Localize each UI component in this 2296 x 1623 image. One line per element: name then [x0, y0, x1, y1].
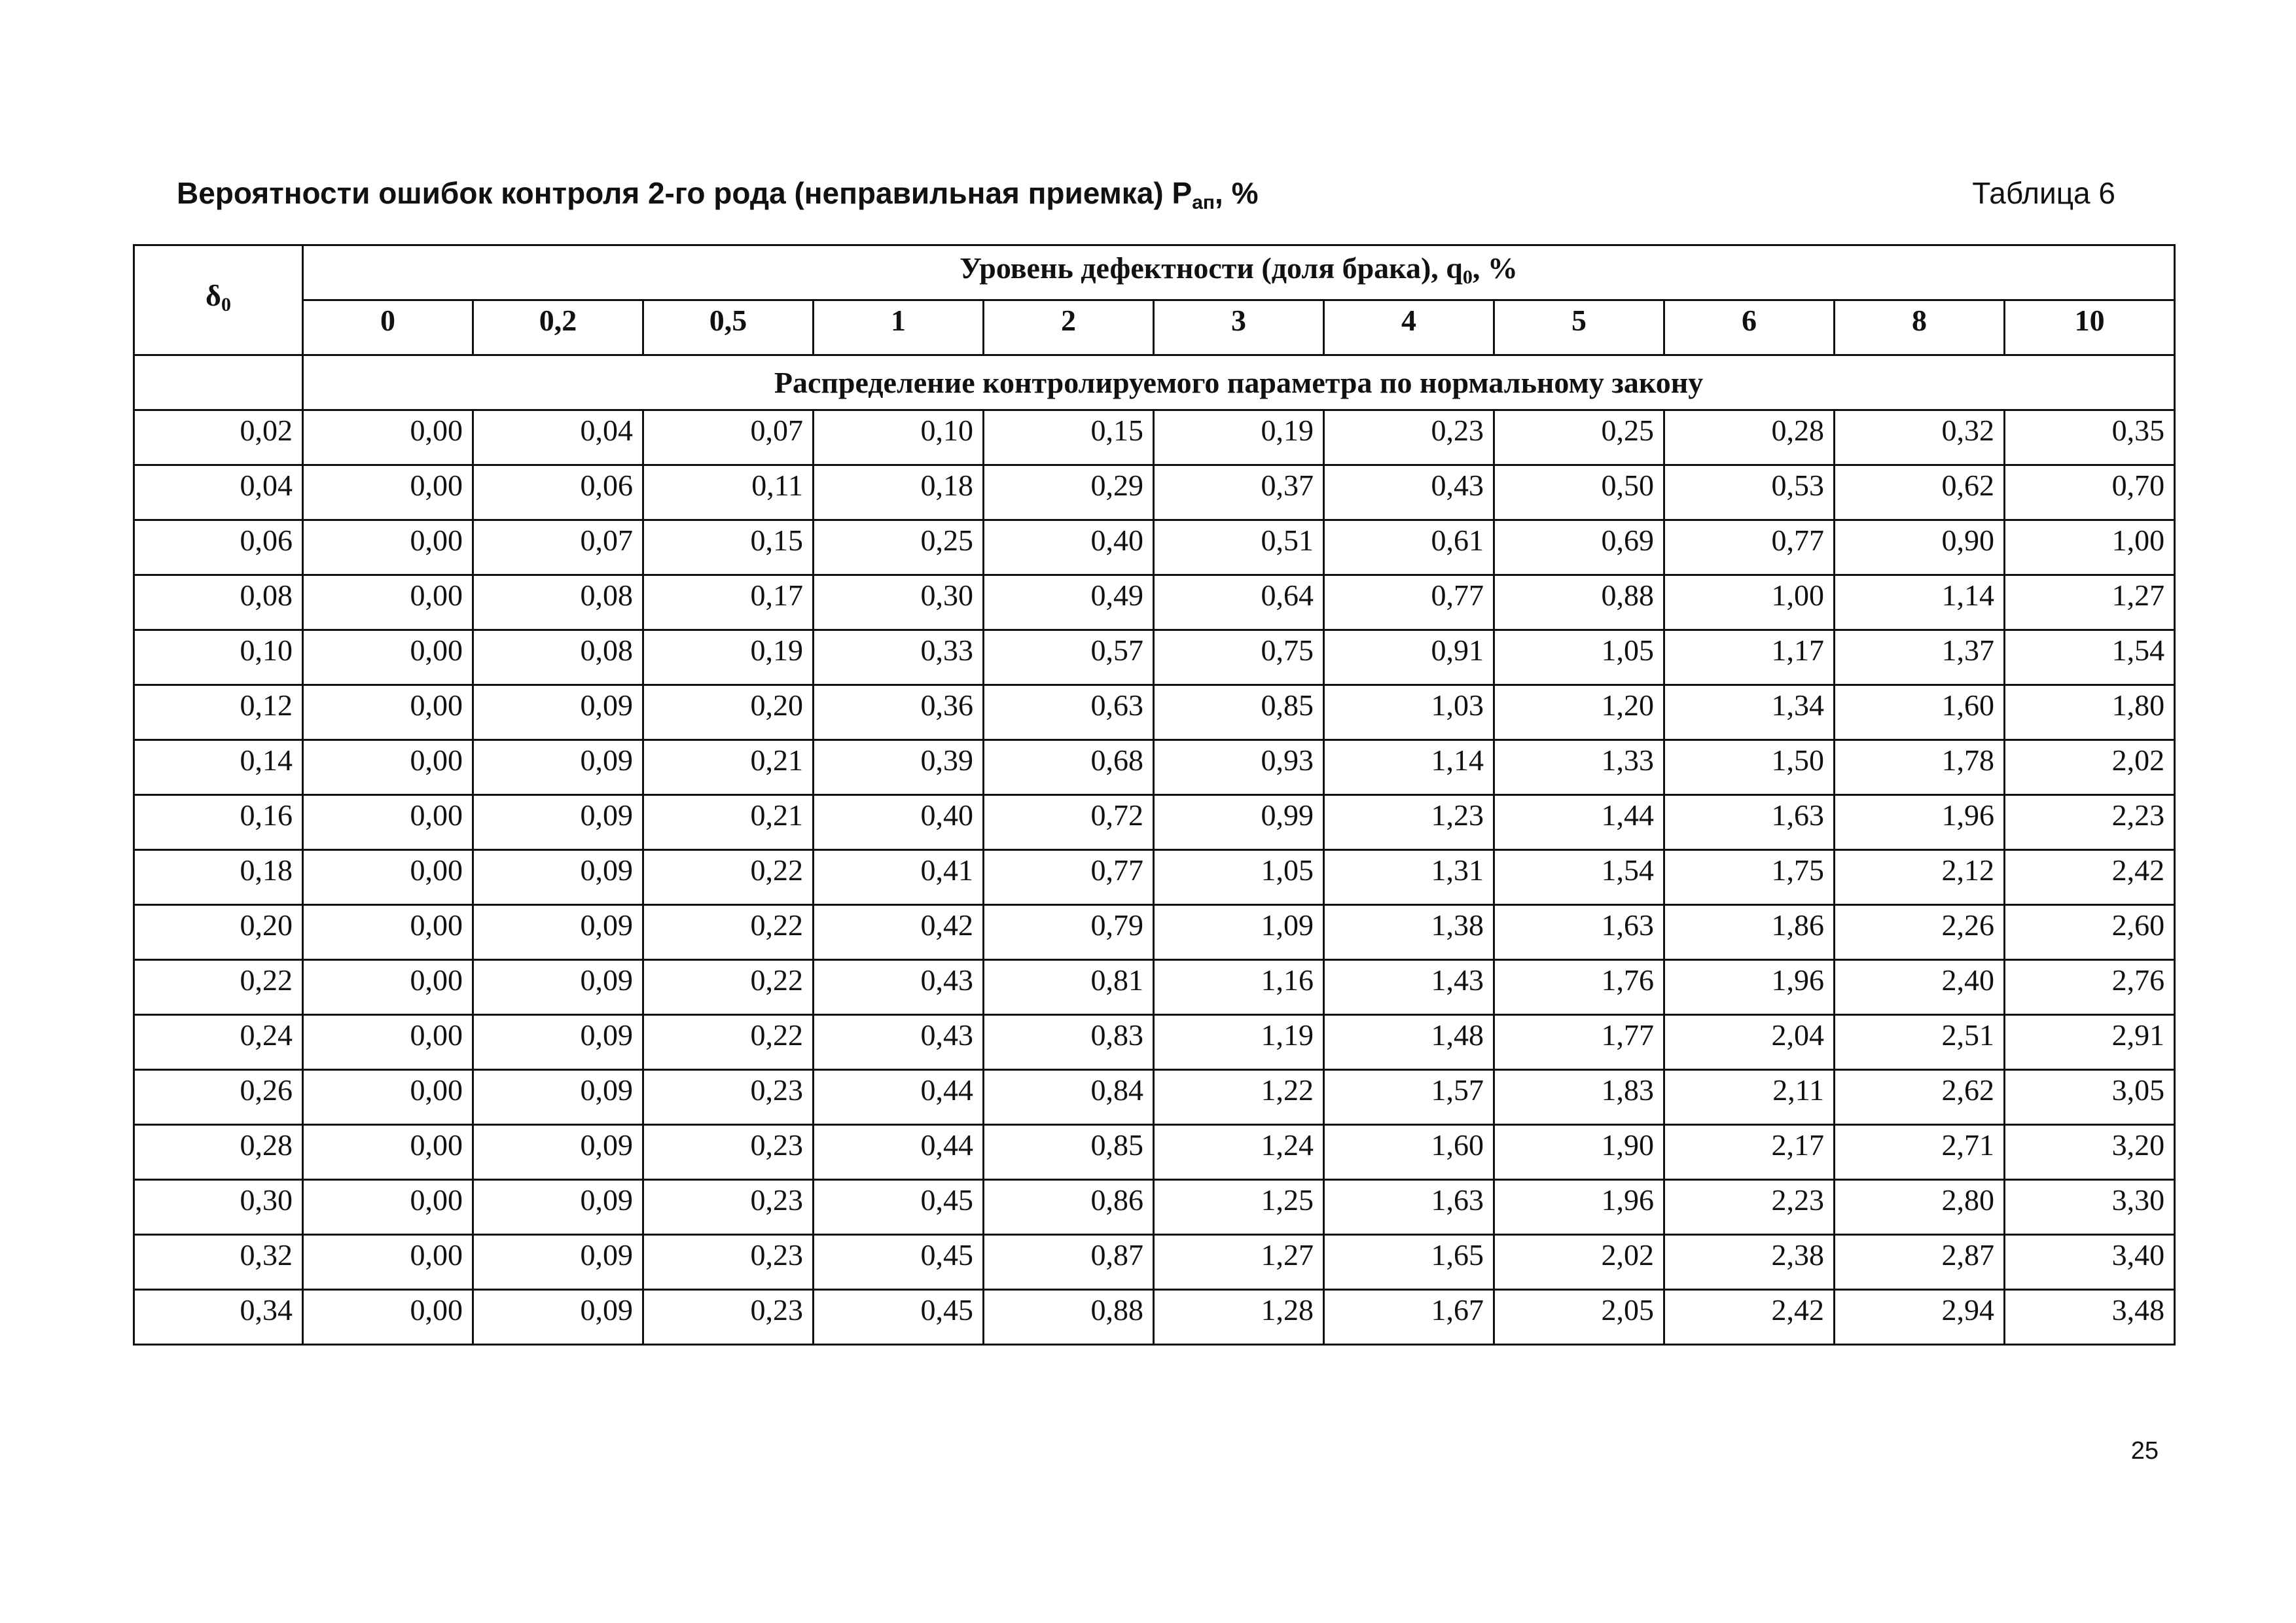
value-cell: 2,40: [1835, 960, 2005, 1015]
value-cell: 0,28: [1664, 410, 1835, 465]
value-cell: 1,19: [1154, 1015, 1324, 1070]
value-cell: 0,23: [1324, 410, 1494, 465]
value-cell: 1,50: [1664, 740, 1835, 795]
table-row: [134, 410, 2175, 465]
value-cell: 1,38: [1324, 905, 1494, 960]
value-cell: 0,29: [984, 465, 1154, 520]
value-cell: 1,14: [1324, 740, 1494, 795]
value-cell: 0,87: [984, 1235, 1154, 1290]
value-cell: 1,37: [1835, 630, 2005, 685]
value-cell: 0,07: [473, 520, 643, 575]
value-cell: 1,75: [1664, 850, 1835, 905]
value-cell: 1,16: [1154, 960, 1324, 1015]
value-cell: 1,57: [1324, 1070, 1494, 1125]
value-cell: 1,09: [1154, 905, 1324, 960]
value-cell: 0,44: [814, 1070, 984, 1125]
value-cell: 1,54: [1494, 850, 1664, 905]
delta-cell: 0,10: [134, 630, 303, 685]
value-cell: 0,23: [643, 1125, 814, 1180]
value-cell: 1,05: [1154, 850, 1324, 905]
value-cell: 0,37: [1154, 465, 1324, 520]
table-row: [134, 1015, 2175, 1070]
value-cell: 1,63: [1324, 1180, 1494, 1235]
value-cell: 0,09: [473, 1070, 643, 1125]
column-values-row: [134, 300, 2175, 355]
value-cell: 0,21: [643, 795, 814, 850]
value-cell: 0,63: [984, 685, 1154, 740]
value-cell: 0,00: [303, 960, 473, 1015]
value-cell: 2,38: [1664, 1235, 1835, 1290]
value-cell: 0,09: [473, 685, 643, 740]
value-cell: 0,18: [814, 465, 984, 520]
delta-cell: 0,20: [134, 905, 303, 960]
value-cell: 2,91: [2005, 1015, 2175, 1070]
value-cell: 1,34: [1664, 685, 1835, 740]
value-cell: 0,75: [1154, 630, 1324, 685]
value-cell: 0,19: [1154, 410, 1324, 465]
value-cell: 2,62: [1835, 1070, 2005, 1125]
value-cell: 0,22: [643, 960, 814, 1015]
defect-level-header: Уровень дефектности (доля брака), q0, %: [303, 245, 2175, 300]
table-header-row: [134, 245, 2175, 300]
value-cell: 1,24: [1154, 1125, 1324, 1180]
value-cell: 1,96: [1664, 960, 1835, 1015]
value-cell: 2,17: [1664, 1125, 1835, 1180]
value-cell: 0,64: [1154, 575, 1324, 630]
column-header: 0: [303, 300, 473, 355]
value-cell: 0,43: [814, 1015, 984, 1070]
value-cell: 0,86: [984, 1180, 1154, 1235]
value-cell: 0,49: [984, 575, 1154, 630]
value-cell: 0,45: [814, 1180, 984, 1235]
column-header: 1: [814, 300, 984, 355]
column-header: 3: [1154, 300, 1324, 355]
delta-cell: 0,16: [134, 795, 303, 850]
table-row: [134, 685, 2175, 740]
page-title-suffix: , %: [1215, 176, 1259, 210]
value-cell: 1,27: [1154, 1235, 1324, 1290]
value-cell: 2,71: [1835, 1125, 2005, 1180]
value-cell: 2,23: [2005, 795, 2175, 850]
column-header: 2: [984, 300, 1154, 355]
value-cell: 0,77: [1324, 575, 1494, 630]
value-cell: 0,00: [303, 1180, 473, 1235]
value-cell: 0,00: [303, 905, 473, 960]
value-cell: 3,40: [2005, 1235, 2175, 1290]
value-cell: 0,09: [473, 905, 643, 960]
value-cell: 0,00: [303, 465, 473, 520]
value-cell: 1,83: [1494, 1070, 1664, 1125]
table-row: [134, 1290, 2175, 1345]
value-cell: 1,43: [1324, 960, 1494, 1015]
value-cell: 0,10: [814, 410, 984, 465]
table-row: [134, 850, 2175, 905]
value-cell: 0,08: [473, 575, 643, 630]
delta-cell: 0,08: [134, 575, 303, 630]
value-cell: 0,00: [303, 1015, 473, 1070]
value-cell: 1,76: [1494, 960, 1664, 1015]
table-row: [134, 630, 2175, 685]
value-cell: 0,99: [1154, 795, 1324, 850]
value-cell: 1,20: [1494, 685, 1664, 740]
value-cell: 1,96: [1494, 1180, 1664, 1235]
value-cell: 0,62: [1835, 465, 2005, 520]
column-header: 10: [2005, 300, 2175, 355]
value-cell: 0,61: [1324, 520, 1494, 575]
column-header: 0,5: [643, 300, 814, 355]
column-header: 6: [1664, 300, 1835, 355]
section-header-row: [134, 355, 2175, 410]
value-cell: 0,08: [473, 630, 643, 685]
value-cell: 0,83: [984, 1015, 1154, 1070]
value-cell: 2,26: [1835, 905, 2005, 960]
delta-cell: 0,32: [134, 1235, 303, 1290]
delta-cell: 0,06: [134, 520, 303, 575]
value-cell: 1,05: [1494, 630, 1664, 685]
value-cell: 0,88: [1494, 575, 1664, 630]
value-cell: 0,00: [303, 1070, 473, 1125]
value-cell: 3,30: [2005, 1180, 2175, 1235]
value-cell: 1,17: [1664, 630, 1835, 685]
value-cell: 0,91: [1324, 630, 1494, 685]
value-cell: 0,00: [303, 795, 473, 850]
value-cell: 1,03: [1324, 685, 1494, 740]
value-cell: 2,51: [1835, 1015, 2005, 1070]
value-cell: 1,33: [1494, 740, 1664, 795]
value-cell: 0,23: [643, 1180, 814, 1235]
table-row: [134, 1125, 2175, 1180]
value-cell: 1,25: [1154, 1180, 1324, 1235]
value-cell: 0,11: [643, 465, 814, 520]
value-cell: 0,77: [1664, 520, 1835, 575]
delta-cell: 0,24: [134, 1015, 303, 1070]
value-cell: 0,15: [984, 410, 1154, 465]
value-cell: 0,41: [814, 850, 984, 905]
value-cell: 0,25: [814, 520, 984, 575]
value-cell: 1,63: [1664, 795, 1835, 850]
value-cell: 0,15: [643, 520, 814, 575]
value-cell: 0,00: [303, 850, 473, 905]
page-title: [177, 173, 1258, 223]
value-cell: 1,44: [1494, 795, 1664, 850]
value-cell: 0,09: [473, 1125, 643, 1180]
value-cell: 0,40: [814, 795, 984, 850]
value-cell: 0,70: [2005, 465, 2175, 520]
value-cell: 0,51: [1154, 520, 1324, 575]
value-cell: 1,78: [1835, 740, 2005, 795]
value-cell: 1,60: [1835, 685, 2005, 740]
value-cell: 1,77: [1494, 1015, 1664, 1070]
value-cell: 0,00: [303, 685, 473, 740]
delta-cell: 0,14: [134, 740, 303, 795]
value-cell: 0,79: [984, 905, 1154, 960]
value-cell: 0,00: [303, 740, 473, 795]
value-cell: 0,85: [984, 1125, 1154, 1180]
value-cell: 0,09: [473, 960, 643, 1015]
value-cell: 0,69: [1494, 520, 1664, 575]
value-cell: 2,42: [1664, 1290, 1835, 1345]
value-cell: 0,20: [643, 685, 814, 740]
value-cell: 0,93: [1154, 740, 1324, 795]
value-cell: 0,84: [984, 1070, 1154, 1125]
table-row: [134, 905, 2175, 960]
value-cell: 1,31: [1324, 850, 1494, 905]
value-cell: 0,00: [303, 410, 473, 465]
delta-cell: 0,04: [134, 465, 303, 520]
value-cell: 1,48: [1324, 1015, 1494, 1070]
value-cell: 1,90: [1494, 1125, 1664, 1180]
value-cell: 1,67: [1324, 1290, 1494, 1345]
table-row: [134, 960, 2175, 1015]
value-cell: 0,09: [473, 795, 643, 850]
page-number: 25: [2130, 1437, 2159, 1465]
value-cell: 3,48: [2005, 1290, 2175, 1345]
page-title-subscript: ап: [1192, 192, 1215, 213]
value-cell: 0,17: [643, 575, 814, 630]
value-cell: 0,09: [473, 1180, 643, 1235]
value-cell: 1,27: [2005, 575, 2175, 630]
value-cell: 0,90: [1835, 520, 2005, 575]
delta-cell: 0,30: [134, 1180, 303, 1235]
value-cell: 0,50: [1494, 465, 1664, 520]
value-cell: 2,60: [2005, 905, 2175, 960]
value-cell: 0,30: [814, 575, 984, 630]
table-row: [134, 465, 2175, 520]
value-cell: 0,23: [643, 1235, 814, 1290]
table-row: [134, 1180, 2175, 1235]
value-cell: 0,09: [473, 850, 643, 905]
value-cell: 0,19: [643, 630, 814, 685]
table-row: [134, 520, 2175, 575]
delta-cell: 0,26: [134, 1070, 303, 1125]
value-cell: 0,43: [1324, 465, 1494, 520]
value-cell: 2,11: [1664, 1070, 1835, 1125]
delta-cell: 0,28: [134, 1125, 303, 1180]
value-cell: 0,09: [473, 1290, 643, 1345]
delta-cell: 0,22: [134, 960, 303, 1015]
table-row: [134, 740, 2175, 795]
value-cell: 2,76: [2005, 960, 2175, 1015]
value-cell: 0,00: [303, 1235, 473, 1290]
value-cell: 2,02: [1494, 1235, 1664, 1290]
value-cell: 2,12: [1835, 850, 2005, 905]
value-cell: 0,22: [643, 850, 814, 905]
value-cell: 0,00: [303, 520, 473, 575]
value-cell: 1,63: [1494, 905, 1664, 960]
value-cell: 0,81: [984, 960, 1154, 1015]
value-cell: 0,44: [814, 1125, 984, 1180]
value-cell: 1,00: [1664, 575, 1835, 630]
value-cell: 0,23: [643, 1290, 814, 1345]
page-title-text: Вероятности ошибок контроля 2-го рода (неправильная приемка) P: [177, 176, 1193, 210]
value-cell: 0,43: [814, 960, 984, 1015]
delta-cell: 0,18: [134, 850, 303, 905]
value-cell: 1,22: [1154, 1070, 1324, 1125]
value-cell: 2,23: [1664, 1180, 1835, 1235]
value-cell: 0,32: [1835, 410, 2005, 465]
delta-column-header: δ0: [134, 245, 303, 355]
table-row: [134, 795, 2175, 850]
value-cell: 0,22: [643, 905, 814, 960]
value-cell: 3,05: [2005, 1070, 2175, 1125]
table-row: [134, 575, 2175, 630]
value-cell: 2,80: [1835, 1180, 2005, 1235]
value-cell: 0,85: [1154, 685, 1324, 740]
value-cell: 0,45: [814, 1235, 984, 1290]
table-number-label: Таблица 6: [1972, 176, 2115, 210]
value-cell: 0,09: [473, 1235, 643, 1290]
value-cell: 0,53: [1664, 465, 1835, 520]
value-cell: 1,23: [1324, 795, 1494, 850]
value-cell: 3,20: [2005, 1125, 2175, 1180]
value-cell: 0,07: [643, 410, 814, 465]
value-cell: 2,04: [1664, 1015, 1835, 1070]
value-cell: 0,36: [814, 685, 984, 740]
value-cell: 0,00: [303, 575, 473, 630]
section-empty-cell: [134, 355, 303, 410]
section-header: Распределение контролируемого параметра по нормальному закону: [303, 355, 2175, 410]
value-cell: 0,88: [984, 1290, 1154, 1345]
value-cell: 1,80: [2005, 685, 2175, 740]
delta-cell: 0,34: [134, 1290, 303, 1345]
value-cell: 0,09: [473, 740, 643, 795]
value-cell: 0,40: [984, 520, 1154, 575]
value-cell: 0,72: [984, 795, 1154, 850]
value-cell: 0,00: [303, 1125, 473, 1180]
probability-table: [133, 244, 2176, 1346]
value-cell: 1,60: [1324, 1125, 1494, 1180]
table-row: [134, 1235, 2175, 1290]
value-cell: 0,33: [814, 630, 984, 685]
value-cell: 0,06: [473, 465, 643, 520]
value-cell: 0,21: [643, 740, 814, 795]
column-header: 5: [1494, 300, 1664, 355]
value-cell: 1,28: [1154, 1290, 1324, 1345]
value-cell: 2,94: [1835, 1290, 2005, 1345]
column-header: 8: [1835, 300, 2005, 355]
value-cell: 0,77: [984, 850, 1154, 905]
table-row: [134, 1070, 2175, 1125]
value-cell: 0,39: [814, 740, 984, 795]
value-cell: 0,04: [473, 410, 643, 465]
value-cell: 0,23: [643, 1070, 814, 1125]
value-cell: 0,42: [814, 905, 984, 960]
value-cell: 0,25: [1494, 410, 1664, 465]
value-cell: 0,45: [814, 1290, 984, 1345]
delta-cell: 0,12: [134, 685, 303, 740]
column-header: 4: [1324, 300, 1494, 355]
value-cell: 1,86: [1664, 905, 1835, 960]
value-cell: 1,96: [1835, 795, 2005, 850]
value-cell: 2,05: [1494, 1290, 1664, 1345]
value-cell: 1,00: [2005, 520, 2175, 575]
value-cell: 0,22: [643, 1015, 814, 1070]
value-cell: 0,09: [473, 1015, 643, 1070]
value-cell: 0,68: [984, 740, 1154, 795]
value-cell: 0,57: [984, 630, 1154, 685]
value-cell: 1,54: [2005, 630, 2175, 685]
value-cell: 1,65: [1324, 1235, 1494, 1290]
value-cell: 2,87: [1835, 1235, 2005, 1290]
value-cell: 2,02: [2005, 740, 2175, 795]
value-cell: 1,14: [1835, 575, 2005, 630]
value-cell: 0,00: [303, 630, 473, 685]
value-cell: 0,35: [2005, 410, 2175, 465]
column-header: 0,2: [473, 300, 643, 355]
delta-cell: 0,02: [134, 410, 303, 465]
value-cell: 0,00: [303, 1290, 473, 1345]
value-cell: 2,42: [2005, 850, 2175, 905]
